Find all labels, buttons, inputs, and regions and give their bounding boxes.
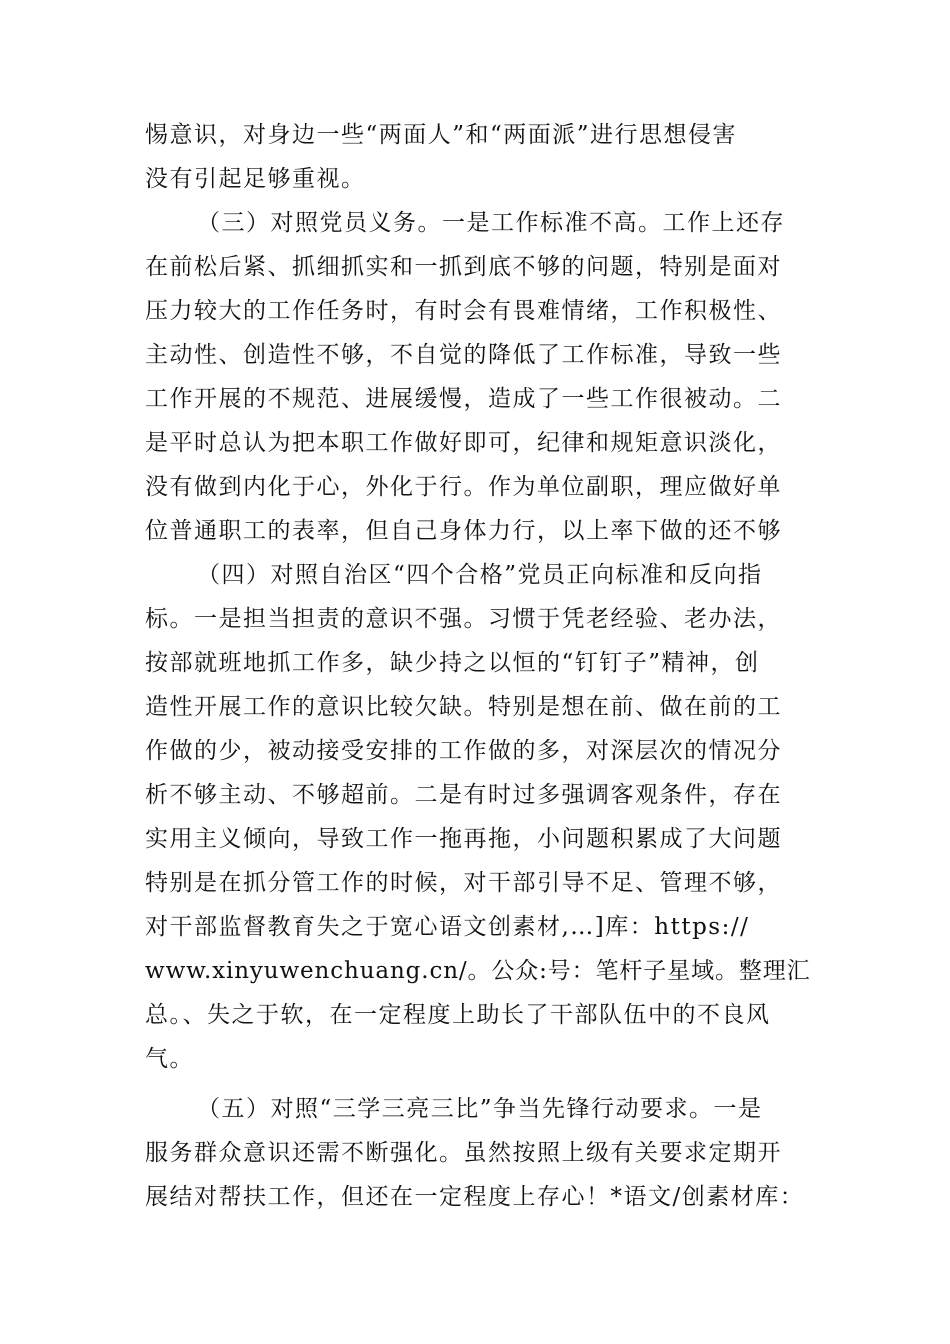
paragraph-start-line: （五）对照“三学三亮三比”争当先锋行动要求。一是: [197, 1096, 763, 1122]
text-line: 实用主义倾向，导致工作一拖再拖，小问题积累成了大问题: [145, 826, 782, 852]
text-line: 标。一是担当担责的意识不强。习惯于凭老经验、老办法，: [145, 606, 782, 632]
text-line: 工作开展的不规范、进展缓慢，造成了一些工作很被动。二: [145, 386, 782, 412]
text-line: 压力较大的工作任务时，有时会有畏难情绪，工作积极性、: [145, 298, 782, 324]
text-line: 位普通职工的表率，但自己身体力行，以上率下做的还不够: [145, 518, 782, 544]
text-line: 对干部监督教育失之于宽心语文创素材,…]库：https://: [145, 914, 750, 940]
text-line: 特别是在抓分管工作的时候，对干部引导不足、管理不够，: [145, 870, 782, 896]
text-line: 作做的少，被动接受安排的工作做的多，对深层次的情况分: [145, 738, 782, 764]
text-line: 没有引起足够重视。: [145, 166, 366, 192]
text-line: 总。、失之于软，在一定程度上助长了干部队伍中的不良风: [145, 1002, 771, 1028]
text-line: 没有做到内化于心，外化于行。作为单位副职，理应做好单: [145, 474, 782, 500]
text-line: 服务群众意识还需不断强化。虽然按照上级有关要求定期开: [145, 1140, 782, 1166]
text-line: 是平时总认为把本职工作做好即可，纪律和规矩意识淡化，: [145, 430, 782, 456]
document-body: [145, 113, 810, 1219]
paragraph-start-line: （四）对照自治区“四个合格”党员正向标准和反向指: [197, 562, 763, 588]
text-line: 主动性、创造性不够，不自觉的降低了工作标准，导致一些: [145, 342, 782, 368]
text-line: 按部就班地抓工作多，缺少持之以恒的“钉钉子”精神，创: [145, 650, 760, 676]
paragraph-start-line: （三）对照党员义务。一是工作标准不高。工作上还存: [197, 210, 785, 236]
text-line: 展结对帮扶工作，但还在一定程度上存心！*语文/创素材库：: [145, 1184, 805, 1210]
text-line: 惕意识，对身边一些“两面人”和“两面派”进行思想侵害: [145, 122, 738, 148]
text-line: www.xinyuwenchuang.cn/。公众:号：笔杆子星域。整理汇: [145, 958, 811, 984]
text-line: 析不够主动、不够超前。二是有时过多强调客观条件，存在: [145, 782, 782, 808]
text-line: 在前松后紧、抓细抓实和一抓到底不够的问题，特别是面对: [145, 254, 782, 280]
text-line: 造性开展工作的意识比较欠缺。特别是想在前、做在前的工: [145, 694, 782, 720]
text-line: 气。: [145, 1046, 194, 1072]
